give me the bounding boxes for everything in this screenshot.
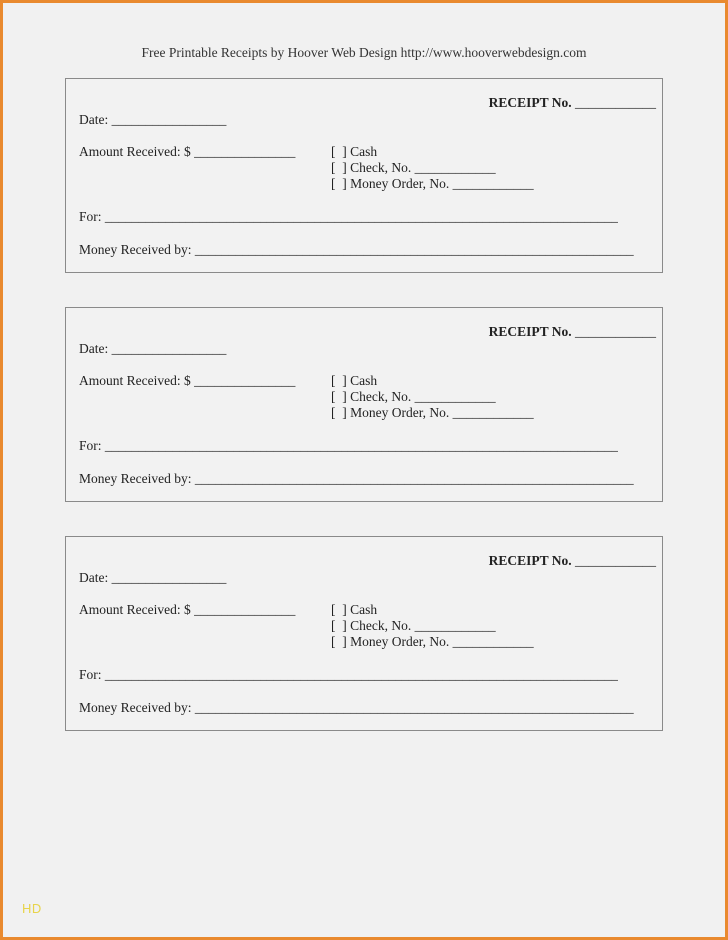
page-header: Free Printable Receipts by Hoover Web Design http://www.hooverwebdesign.com (141, 45, 587, 60)
receipt-form-1 (65, 78, 663, 273)
cash-option: [ ] Cash (331, 602, 378, 617)
money-received-by-line: Money Received by: _________________________________________________________________ (79, 700, 634, 715)
date-line: Date: _________________ (79, 341, 227, 356)
money-order-option: [ ] Money Order, No. ____________ (331, 176, 534, 191)
for-line: For: ____________________________________________________________________________ (79, 209, 618, 224)
receipt-number (489, 553, 656, 569)
check-option: [ ] Check, No. ____________ (331, 160, 496, 175)
receipt-number-blank: ____________ (575, 553, 656, 568)
cash-option: [ ] Cash (331, 144, 378, 159)
cash-option: [ ] Cash (331, 373, 378, 388)
check-option: [ ] Check, No. ____________ (331, 389, 496, 404)
receipt-number-label: RECEIPT No. (488, 95, 572, 110)
date-line: Date: _________________ (79, 112, 227, 127)
money-received-by-line: Money Received by: _________________________________________________________________ (79, 471, 634, 486)
money-order-option: [ ] Money Order, No. ____________ (331, 634, 534, 649)
receipt-form-2 (65, 307, 663, 502)
date-line: Date: _________________ (79, 570, 227, 585)
money-order-option: [ ] Money Order, No. ____________ (331, 405, 534, 420)
receipt-form-3 (65, 536, 663, 731)
money-received-by-line: Money Received by: _________________________________________________________________ (79, 242, 634, 257)
amount-received-line: Amount Received: $ _______________ (79, 373, 296, 388)
receipt-number (489, 324, 656, 340)
check-option: [ ] Check, No. ____________ (331, 618, 496, 633)
receipt-number-blank: ____________ (575, 95, 656, 110)
receipt-number-blank: ____________ (575, 324, 656, 339)
receipt-number-label: RECEIPT No. (488, 553, 572, 568)
for-line: For: ____________________________________________________________________________ (79, 438, 618, 453)
hd-watermark: HD (22, 901, 42, 916)
receipt-number-label: RECEIPT No. (488, 324, 572, 339)
for-line: For: ____________________________________________________________________________ (79, 667, 618, 682)
receipt-number (489, 95, 656, 111)
amount-received-line: Amount Received: $ _______________ (79, 602, 296, 617)
amount-received-line: Amount Received: $ _______________ (79, 144, 296, 159)
